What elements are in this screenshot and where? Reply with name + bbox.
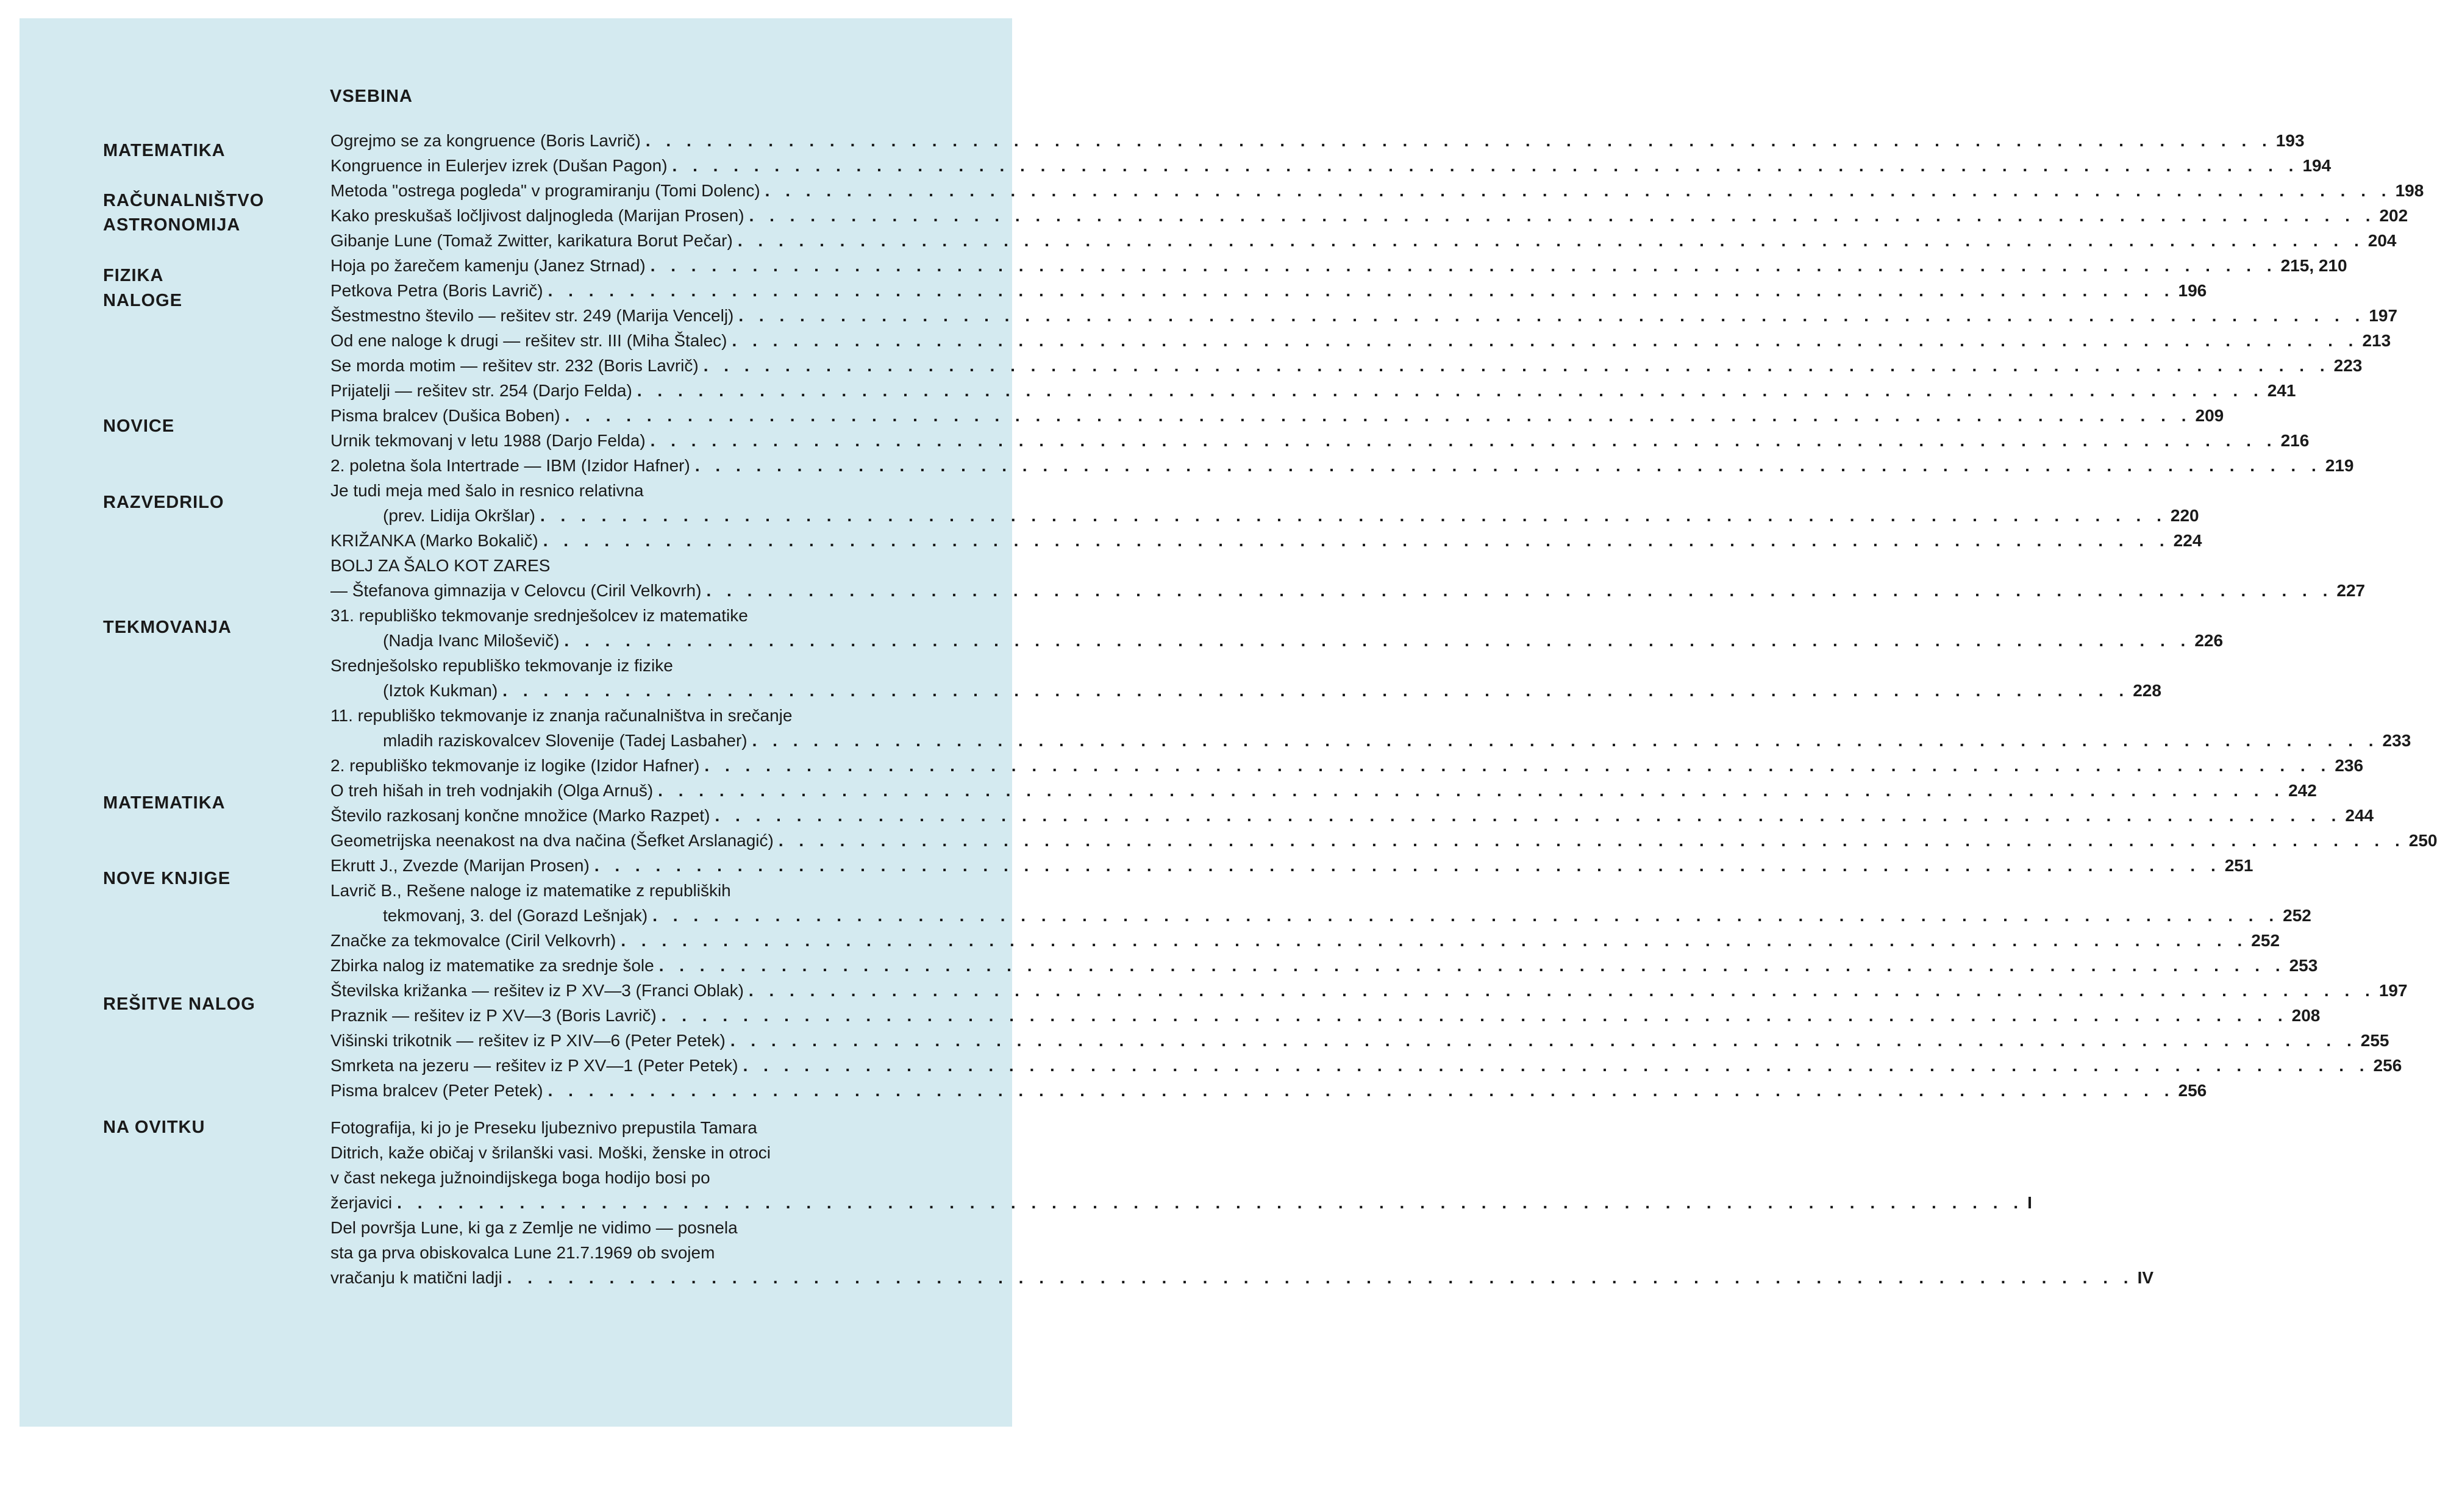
toc-page-number: 208 xyxy=(2291,1006,2321,1025)
dot-leader: . . . . . . . . . . . . . . . . . . . . . . . . . . . . . . . . . . . . . . . . . . . . . . . . . . . . . . . . . . . . . . . . . . . . . . . . . . . . . . . . xyxy=(730,1031,2357,1050)
toc-entry xyxy=(330,978,2408,1003)
toc-page-number: 256 xyxy=(2178,1081,2207,1100)
section-heading: RAČUNALNIŠTVO xyxy=(103,191,265,210)
toc-entry xyxy=(330,928,2280,953)
toc-entry xyxy=(330,853,2253,878)
section-heading: FIZIKA xyxy=(103,266,164,285)
toc-page-number: 226 xyxy=(2194,631,2224,650)
dot-leader: . . . . . . . . . . . . . . . . . . . . . . . . . . . . . . . . . . . . . . . . . . . . . . . . . . . . . . . . . . . . . . . . . . . . . . . . . . . . . . . . xyxy=(621,931,2248,950)
toc-page-number: 197 xyxy=(2369,306,2398,325)
toc-page-number: 209 xyxy=(2195,406,2224,425)
table-of-contents xyxy=(330,128,2437,1290)
toc-page-number: 236 xyxy=(2335,756,2364,775)
dot-leader: . . . . . . . . . . . . . . . . . . . . . . . . . . . . . . . . . . . . . . . . . . . . . . . . . . . . . . . . . . . . . . . . . . . . . . . . . . . . . . . . xyxy=(703,356,2330,375)
toc-page-number: 220 xyxy=(2170,506,2199,525)
toc-entry-title: mladih raziskovalcev Slovenije (Tadej Lasbaher) xyxy=(383,731,748,750)
toc-entry-title: Od ene naloge k drugi — rešitev str. III (Miha Štalec) xyxy=(330,331,727,350)
toc-page-number: 233 xyxy=(2382,731,2411,750)
dot-leader: . . . . . . . . . . . . . . . . . . . . . . . . . . . . . . . . . . . . . . . . . . . . . . . . . . . . . . . . . . . . . . . . . . . . . . . . . . . . . . . . xyxy=(548,1081,2175,1100)
toc-page-number: 227 xyxy=(2336,581,2366,600)
toc-entry xyxy=(330,178,2424,203)
toc-entry-title: vračanju k matični ladji xyxy=(330,1268,502,1287)
section-column xyxy=(0,0,305,1512)
toc-entry-title: Ekrutt J., Zvezde (Marijan Prosen) xyxy=(330,856,590,875)
toc-entry-title: O treh hišah in treh vodnjakih (Olga Arnuš) xyxy=(330,781,654,800)
page-title: VSEBINA xyxy=(330,87,413,106)
dot-leader: . . . . . . . . . . . . . . . . . . . . . . . . . . . . . . . . . . . . . . . . . . . . . . . . . . . . . . . . . . . . . . . . . . . . . . . . . . . . . . . . xyxy=(738,306,2366,325)
toc-entry xyxy=(330,753,2364,778)
toc-entry xyxy=(330,328,2391,353)
toc-entry-title: Pisma bralcev (Dušica Boben) xyxy=(330,406,560,425)
toc-text-line: Lavrič B., Rešene naloge iz matematike z republiških xyxy=(330,881,731,900)
dot-leader: . . . . . . . . . . . . . . . . . . . . . . . . . . . . . . . . . . . . . . . . . . . . . . . . . . . . . . . . . . . . . . . . . . . . . . . . . . . . . . . . xyxy=(658,781,2285,800)
toc-entry-title: (Nadja Ivanc Miloševič) xyxy=(383,631,560,650)
toc-entry xyxy=(330,778,2317,803)
toc-entry-title: Značke za tekmovalce (Ciril Velkovrh) xyxy=(330,931,616,950)
section-heading: REŠITVE NALOG xyxy=(103,994,255,1014)
toc-page-number: 197 xyxy=(2378,981,2408,1000)
toc-entry xyxy=(330,953,2318,978)
toc-page-number: 250 xyxy=(2408,831,2437,850)
toc-entry-title: tekmovanj, 3. del (Gorazd Lešnjak) xyxy=(383,906,648,925)
toc-page-number: 228 xyxy=(2133,681,2161,700)
toc-page-number: 252 xyxy=(2251,931,2280,950)
dot-leader: . . . . . . . . . . . . . . . . . . . . . . . . . . . . . . . . . . . . . . . . . . . . . . . . . . . . . . . . . . . . . . . . . . . . . . . . . . . . . . . . xyxy=(743,1056,2370,1075)
toc-entry-title: Praznik — rešitev iz P XV—3 (Boris Lavrič) xyxy=(330,1006,657,1025)
dot-leader: . . . . . . . . . . . . . . . . . . . . . . . . . . . . . . . . . . . . . . . . . . . . . . . . . . . . . . . . . . . . . . . . . . . . . . . . . . . . . . . . xyxy=(594,856,2221,875)
dot-leader: . . . . . . . . . . . . . . . . . . . . . . . . . . . . . . . . . . . . . . . . . . . . . . . . . . . . . . . . . . . . . . . . . . . . . . . . . . . . . . . . xyxy=(732,331,2359,350)
dot-leader: . . . . . . . . . . . . . . . . . . . . . . . . . . . . . . . . . . . . . . . . . . . . . . . . . . . . . . . . . . . . . . . . . . . . . . . . . . . . . . . . xyxy=(715,806,2342,825)
toc-text-line: Del površja Lune, ki ga z Zemlje ne vidimo — posnela xyxy=(330,1218,738,1237)
toc-entry xyxy=(330,628,2224,653)
toc-entry-title: Smrketa na jezeru — rešitev iz P XV—1 (Peter Petek) xyxy=(330,1056,738,1075)
toc-entry-title: Številska križanka — rešitev iz P XV—3 (Franci Oblak) xyxy=(330,981,744,1000)
toc-page-number: 204 xyxy=(2367,231,2397,250)
toc-entry-title: (Iztok Kukman) xyxy=(383,681,498,700)
toc-page-number: 251 xyxy=(2224,856,2253,875)
dot-leader: . . . . . . . . . . . . . . . . . . . . . . . . . . . . . . . . . . . . . . . . . . . . . . . . . . . . . . . . . . . . . . . . . . . . . . . . . . . . . . . . xyxy=(672,156,2299,175)
toc-page-number: 216 xyxy=(2280,431,2310,450)
toc-entry xyxy=(330,728,2411,753)
toc-text-line: BOLJ ZA ŠALO KOT ZARES xyxy=(330,556,551,575)
toc-entry-title: Število razkosanj končne množice (Marko Razpet) xyxy=(330,806,710,825)
toc-entry xyxy=(330,1265,2154,1290)
toc-page-number: 255 xyxy=(2360,1031,2389,1050)
dot-leader: . . . . . . . . . . . . . . . . . . . . . . . . . . . . . . . . . . . . . . . . . . . . . . . . . . . . . . . . . . . . . . . . . . . . . . . . . . . . . . . . xyxy=(637,381,2264,400)
toc-entry xyxy=(330,403,2224,428)
dot-leader: . . . . . . . . . . . . . . . . . . . . . . . . . . . . . . . . . . . . . . . . . . . . . . . . . . . . . . . . . . . . . . . . . . . . . . . . . . . . . . . . xyxy=(548,281,2175,300)
dot-leader: . . . . . . . . . . . . . . . . . . . . . . . . . . . . . . . . . . . . . . . . . . . . . . . . . . . . . . . . . . . . . . . . . . . . . . . . . . . . . . . . xyxy=(748,981,2375,1000)
toc-entry-title: Zbirka nalog iz matematike za srednje šole xyxy=(330,956,654,975)
dot-leader: . . . . . . . . . . . . . . . . . . . . . . . . . . . . . . . . . . . . . . . . . . . . . . . . . . . . . . . . . . . . . . . . . . . . . . . . . . . . . . . . xyxy=(564,631,2191,650)
section-heading: NALOGE xyxy=(103,291,183,310)
dot-leader: . . . . . . . . . . . . . . . . . . . . . . . . . . . . . . . . . . . . . . . . . . . . . . . . . . . . . . . . . . . . . . . . . . . . . . . . . . . . . . . . xyxy=(543,531,2170,550)
toc-entry xyxy=(330,578,2366,603)
toc-entry xyxy=(330,228,2397,253)
toc-entry xyxy=(330,453,2354,478)
toc-page-number: 194 xyxy=(2302,156,2332,175)
toc-entry xyxy=(330,1053,2402,1078)
toc-entry xyxy=(330,1028,2389,1053)
toc-spacer xyxy=(330,1103,916,1115)
section-heading: NOVICE xyxy=(103,416,175,436)
toc-entry-title: Se morda motim — rešitev str. 232 (Boris Lavrič) xyxy=(330,356,699,375)
toc-entry-title: Ogrejmo se za kongruence (Boris Lavrič) xyxy=(330,131,641,150)
dot-leader: . . . . . . . . . . . . . . . . . . . . . . . . . . . . . . . . . . . . . . . . . . . . . . . . . . . . . . . . . . . . . . . . . . . . . . . . . . . . . . . . xyxy=(650,256,2277,275)
toc-page-number: 256 xyxy=(2373,1056,2402,1075)
toc-page-number: 193 xyxy=(2275,131,2305,150)
dot-leader: . . . . . . . . . . . . . . . . . . . . . . . . . . . . . . . . . . . . . . . . . . . . . . . . . . . . . . . . . . . . . . . . . . . . . . . . . . . . . . . . xyxy=(397,1193,2024,1212)
section-heading: RAZVEDRILO xyxy=(103,493,224,512)
toc-entry xyxy=(330,503,2199,528)
toc-entry-title: žerjavici xyxy=(330,1193,393,1212)
toc-page-number: 252 xyxy=(2283,906,2311,925)
toc-entry xyxy=(330,428,2310,453)
toc-text-line: Srednješolsko republiško tekmovanje iz fizike xyxy=(330,656,673,675)
dot-leader: . . . . . . . . . . . . . . . . . . . . . . . . . . . . . . . . . . . . . . . . . . . . . . . . . . . . . . . . . . . . . . . . . . . . . . . . . . . . . . . . xyxy=(645,131,2272,150)
section-heading: ASTRONOMIJA xyxy=(103,215,241,235)
section-heading: NA OVITKU xyxy=(103,1118,205,1137)
dot-leader: . . . . . . . . . . . . . . . . . . . . . . . . . . . . . . . . . . . . . . . . . . . . . . . . . . . . . . . . . . . . . . . . . . . . . . . . . . . . . . . . xyxy=(765,181,2392,200)
toc-entry xyxy=(330,153,2332,178)
toc-page-number: 215, 210 xyxy=(2280,256,2347,275)
toc-page-number: 219 xyxy=(2325,456,2354,475)
toc-page-number: 242 xyxy=(2288,781,2317,800)
toc-entry-title: — Štefanova gimnazija v Celovcu (Ciril Velkovrh) xyxy=(330,581,702,600)
toc-page-number: 202 xyxy=(2379,206,2408,225)
toc-entry-title: Prijatelji — rešitev str. 254 (Darjo Felda) xyxy=(330,381,632,400)
toc-entry xyxy=(330,803,2374,828)
toc-text-line: 11. republiško tekmovanje iz znanja računalništva in srečanje xyxy=(330,706,793,725)
dot-leader: . . . . . . . . . . . . . . . . . . . . . . . . . . . . . . . . . . . . . . . . . . . . . . . . . . . . . . . . . . . . . . . . . . . . . . . . . . . . . . . . xyxy=(752,731,2379,750)
toc-entry xyxy=(330,203,2408,228)
dot-leader: . . . . . . . . . . . . . . . . . . . . . . . . . . . . . . . . . . . . . . . . . . . . . . . . . . . . . . . . . . . . . . . . . . . . . . . . . . . . . . . . xyxy=(540,506,2167,525)
dot-leader: . . . . . . . . . . . . . . . . . . . . . . . . . . . . . . . . . . . . . . . . . . . . . . . . . . . . . . . . . . . . . . . . . . . . . . . . . . . . . . . . xyxy=(652,906,2280,925)
toc-entry-title: 2. poletna šola Intertrade — IBM (Izidor Hafner) xyxy=(330,456,690,475)
toc-entry xyxy=(330,253,2347,278)
toc-entry-title: Kongruence in Eulerjev izrek (Dušan Pagon) xyxy=(330,156,668,175)
section-heading: NOVE KNJIGE xyxy=(103,869,231,888)
toc-entry-title: KRIŽANKA (Marko Bokalič) xyxy=(330,531,538,550)
toc-entry-title: Urnik tekmovanj v letu 1988 (Darjo Felda) xyxy=(330,431,646,450)
dot-leader: . . . . . . . . . . . . . . . . . . . . . . . . . . . . . . . . . . . . . . . . . . . . . . . . . . . . . . . . . . . . . . . . . . . . . . . . . . . . . . . . xyxy=(565,406,2192,425)
dot-leader: . . . . . . . . . . . . . . . . . . . . . . . . . . . . . . . . . . . . . . . . . . . . . . . . . . . . . . . . . . . . . . . . . . . . . . . . . . . . . . . . xyxy=(706,581,2333,600)
toc-page-number: 241 xyxy=(2267,381,2296,400)
dot-leader: . . . . . . . . . . . . . . . . . . . . . . . . . . . . . . . . . . . . . . . . . . . . . . . . . . . . . . . . . . . . . . . . . . . . . . . . . . . . . . . . xyxy=(650,431,2277,450)
section-heading: MATEMATIKA xyxy=(103,793,226,813)
toc-entry-title: Višinski trikotnik — rešitev iz P XIV—6 (Peter Petek) xyxy=(330,1031,726,1050)
toc-entry xyxy=(330,903,2311,928)
toc-page-number: 224 xyxy=(2173,531,2202,550)
toc-text-line: Ditrich, kaže običaj v šrilanški vasi. Moški, ženske in otroci xyxy=(330,1143,771,1162)
toc-text-line: Fotografija, ki jo je Preseku ljubeznivo prepustila Tamara xyxy=(330,1118,757,1137)
toc-text-line: Je tudi meja med šalo in resnico relativna xyxy=(330,481,644,500)
toc-page-number: IV xyxy=(2137,1268,2154,1287)
dot-leader: . . . . . . . . . . . . . . . . . . . . . . . . . . . . . . . . . . . . . . . . . . . . . . . . . . . . . . . . . . . . . . . . . . . . . . . . . . . . . . . . xyxy=(658,956,2286,975)
toc-page-number: 244 xyxy=(2345,806,2374,825)
toc-page-number: 253 xyxy=(2289,956,2318,975)
toc-entry-title: Gibanje Lune (Tomaž Zwitter, karikatura Borut Pečar) xyxy=(330,231,733,250)
toc-entry xyxy=(330,828,2437,853)
toc-page-number: 213 xyxy=(2362,331,2391,350)
toc-entry-title: Kako preskušaš ločljivost daljnogleda (Marijan Prosen) xyxy=(330,206,744,225)
dot-leader: . . . . . . . . . . . . . . . . . . . . . . . . . . . . . . . . . . . . . . . . . . . . . . . . . . . . . . . . . . . . . . . . . . . . . . . . . . . . . . . . xyxy=(749,206,2376,225)
toc-entry xyxy=(330,128,2305,153)
toc-entry xyxy=(330,528,2202,553)
dot-leader: . . . . . . . . . . . . . . . . . . . . . . . . . . . . . . . . . . . . . . . . . . . . . . . . . . . . . . . . . . . . . . . . . . . . . . . . . . . . . . . . xyxy=(507,1268,2134,1287)
dot-leader: . . . . . . . . . . . . . . . . . . . . . . . . . . . . . . . . . . . . . . . . . . . . . . . . . . . . . . . . . . . . . . . . . . . . . . . . . . . . . . . . xyxy=(502,681,2130,700)
toc-entry-title: Metoda "ostrega pogleda" v programiranju (Tomi Dolenc) xyxy=(330,181,760,200)
toc-entry xyxy=(330,303,2398,328)
toc-entry-title: Hoja po žarečem kamenju (Janez Strnad) xyxy=(330,256,646,275)
toc-text-line: 31. republiško tekmovanje srednješolcev iz matematike xyxy=(330,606,748,625)
dot-leader: . . . . . . . . . . . . . . . . . . . . . . . . . . . . . . . . . . . . . . . . . . . . . . . . . . . . . . . . . . . . . . . . . . . . . . . . . . . . . . . . xyxy=(737,231,2364,250)
toc-entry xyxy=(330,1003,2321,1028)
toc-entry-title: Geometrijska neenakost na dva načina (Šefket Arslanagić) xyxy=(330,831,774,850)
toc-page-number: 223 xyxy=(2333,356,2363,375)
dot-leader: . . . . . . . . . . . . . . . . . . . . . . . . . . . . . . . . . . . . . . . . . . . . . . . . . . . . . . . . . . . . . . . . . . . . . . . . . . . . . . . . xyxy=(661,1006,2288,1025)
toc-entry xyxy=(330,278,2207,303)
toc-entry xyxy=(330,1190,2032,1215)
toc-entry-title: Petkova Petra (Boris Lavrič) xyxy=(330,281,543,300)
section-heading: MATEMATIKA xyxy=(103,141,226,160)
toc-entry-title: Pisma bralcev (Peter Petek) xyxy=(330,1081,543,1100)
toc-page-number: 198 xyxy=(2395,181,2424,200)
toc-entry-title: Šestmestno število — rešitev str. 249 (Marija Vencelj) xyxy=(330,306,734,325)
toc-entry xyxy=(330,353,2363,378)
toc-entry-title: (prev. Lidija Okršlar) xyxy=(383,506,535,525)
toc-text-line: v čast nekega južnoindijskega boga hodijo bosi po xyxy=(330,1168,710,1187)
toc-text-line: sta ga prva obiskovalca Lune 21.7.1969 ob svojem xyxy=(330,1243,715,1262)
dot-leader: . . . . . . . . . . . . . . . . . . . . . . . . . . . . . . . . . . . . . . . . . . . . . . . . . . . . . . . . . . . . . . . . . . . . . . . . . . . . . . . . xyxy=(694,456,2322,475)
toc-page-number: I xyxy=(2027,1193,2032,1212)
toc-entry xyxy=(330,378,2296,403)
toc-entry-title: 2. republiško tekmovanje iz logike (Izidor Hafner) xyxy=(330,756,700,775)
toc-page-number: 196 xyxy=(2178,281,2207,300)
toc-entry xyxy=(330,678,2161,703)
dot-leader: . . . . . . . . . . . . . . . . . . . . . . . . . . . . . . . . . . . . . . . . . . . . . . . . . . . . . . . . . . . . . . . . . . . . . . . . . . . . . . . . xyxy=(704,756,2332,775)
toc-entry xyxy=(330,1078,2207,1103)
section-heading: TEKMOVANJA xyxy=(103,618,232,637)
dot-leader: . . . . . . . . . . . . . . . . . . . . . . . . . . . . . . . . . . . . . . . . . . . . . . . . . . . . . . . . . . . . . . . . . . . . . . . . . . . . . . . . xyxy=(778,831,2405,850)
